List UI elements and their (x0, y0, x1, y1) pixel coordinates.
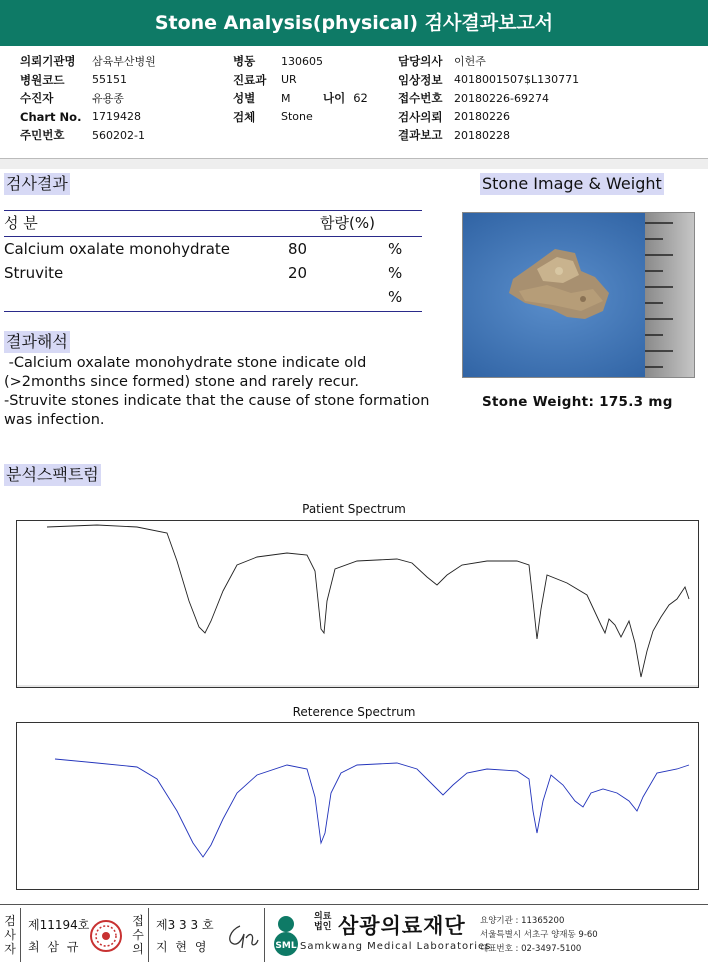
org-english: Samkwang Medical Laboratories (300, 941, 492, 952)
info-row (20, 89, 156, 108)
sml-logo-text: SML (275, 941, 297, 951)
reference-spectrum (16, 722, 699, 890)
results-title: 검사결과 (6, 174, 68, 193)
info-column-3 (398, 52, 579, 145)
info-row (233, 108, 323, 127)
table-rule (4, 236, 422, 237)
contact-address: 서울특별시 서초구 양재동 9-60 (480, 930, 598, 940)
stone-photo (462, 212, 695, 378)
component-name: Calcium oxalate monohydrate (4, 240, 231, 258)
interpretation-line: (>2months since formed) stone and rarely recur. (4, 374, 360, 390)
info-label: 접수번호 (398, 91, 443, 106)
org-type: 의료법인 (314, 912, 332, 932)
info-label: 임상정보 (398, 72, 443, 87)
info-value: 이헌주 (454, 55, 486, 69)
info-row (398, 108, 579, 127)
info-value: UR (281, 73, 297, 87)
age-field (323, 90, 368, 106)
component-unit: % (388, 264, 403, 282)
table-row (4, 262, 422, 284)
info-label: 성별 (233, 91, 256, 106)
info-label: 결과보고 (398, 128, 443, 143)
footer-divider (0, 904, 708, 905)
info-row (20, 71, 156, 90)
interpretation-title: 결과해석 (6, 332, 68, 351)
contact-code: 요양기관 : 11365200 (480, 916, 565, 926)
stone-title: Stone Image & Weight (482, 174, 662, 193)
info-row (233, 89, 323, 108)
patient-spectrum-title: Patient Spectrum (302, 502, 406, 516)
approver-label: 접수의 (132, 914, 144, 956)
footer-separator (20, 908, 21, 962)
info-row (398, 52, 579, 71)
info-row (20, 108, 156, 127)
table-header (4, 212, 422, 234)
table-row (4, 286, 422, 308)
table-rule (4, 311, 422, 312)
component-unit: % (388, 288, 403, 306)
info-label: 진료과 (233, 72, 267, 87)
info-label: 주민번호 (20, 128, 65, 143)
info-column-2 (233, 52, 323, 126)
info-label: 의뢰기관명 (20, 54, 76, 69)
component-unit: % (388, 240, 403, 258)
patient-spectrum-plot (17, 521, 698, 687)
info-value: 20180226-69274 (454, 91, 549, 105)
org-name: 삼광의료재단 (338, 914, 466, 938)
report-title: Stone Analysis(physical) 검사결과보고서 (0, 0, 708, 46)
footer-separator (148, 908, 149, 962)
reference-spectrum-title: Reterence Spectrum (292, 705, 416, 719)
table-rule (4, 210, 422, 211)
reference-spectrum-plot (17, 723, 698, 889)
interpretation-line: -Calcium oxalate monohydrate stone indicate old (4, 355, 367, 371)
info-row (398, 126, 579, 145)
info-row (233, 52, 323, 71)
sml-logo-icon (268, 914, 304, 958)
stone-photo-graphic (463, 213, 695, 378)
info-value: M (281, 91, 291, 105)
info-value: Stone (281, 110, 313, 124)
info-value: 55151 (92, 73, 127, 87)
approver-name: 지 현 영 (156, 940, 209, 954)
stone-weight: Stone Weight: 175.3 mg (482, 394, 673, 410)
age-value: 62 (353, 91, 368, 105)
inspector-number: 제11194호 (28, 918, 90, 932)
info-value: 130605 (281, 54, 323, 68)
info-row (20, 126, 156, 145)
patient-spectrum-line (47, 525, 689, 677)
approver-number: 제3 3 3 호 (156, 918, 214, 932)
seal-stamp (88, 918, 124, 954)
info-value: 4018001507$L130771 (454, 73, 580, 87)
reference-spectrum-line (55, 759, 689, 857)
info-label: 수진자 (20, 91, 54, 106)
header-component: 성 분 (4, 214, 38, 232)
inspector-name: 최 삼 규 (28, 940, 81, 954)
interpretation-line: -Struvite stones indicate that the cause of stone formation (4, 393, 430, 409)
info-column-1 (20, 52, 156, 145)
info-value: 유용종 (92, 92, 124, 106)
component-name: Struvite (4, 264, 64, 282)
info-label: 담당의사 (398, 54, 443, 69)
divider-band (0, 159, 708, 169)
patient-spectrum (16, 520, 699, 688)
info-value: 20180228 (454, 128, 510, 142)
info-label: 병원코드 (20, 72, 65, 87)
signature (220, 920, 260, 952)
info-label: 검사의뢰 (398, 109, 443, 124)
interpretation-text (4, 354, 444, 430)
info-label: Chart No. (20, 109, 82, 124)
age-label: 나이 (323, 91, 346, 105)
component-value: 20 (288, 264, 308, 282)
info-value: 20180226 (454, 110, 510, 124)
interpretation-line: was infection. (4, 412, 105, 428)
info-row (20, 52, 156, 71)
table-row (4, 238, 422, 260)
info-value: 삼육부산병원 (92, 55, 156, 69)
info-label: 병동 (233, 54, 256, 69)
info-row (398, 89, 579, 108)
spectrum-title: 분석스팩트럼 (6, 465, 99, 484)
info-row (398, 71, 579, 90)
contact-phone: 대표번호 : 02-3497-5100 (480, 944, 582, 954)
header-content: 함량(%) (320, 214, 375, 232)
footer-separator (264, 908, 265, 962)
inspector-label: 검사자 (4, 914, 16, 956)
report-footer (0, 908, 708, 962)
info-label: 검체 (233, 109, 256, 124)
info-value: 1719428 (92, 110, 141, 124)
component-value: 80 (288, 240, 308, 258)
info-row (233, 71, 323, 90)
info-value: 560202-1 (92, 128, 145, 142)
